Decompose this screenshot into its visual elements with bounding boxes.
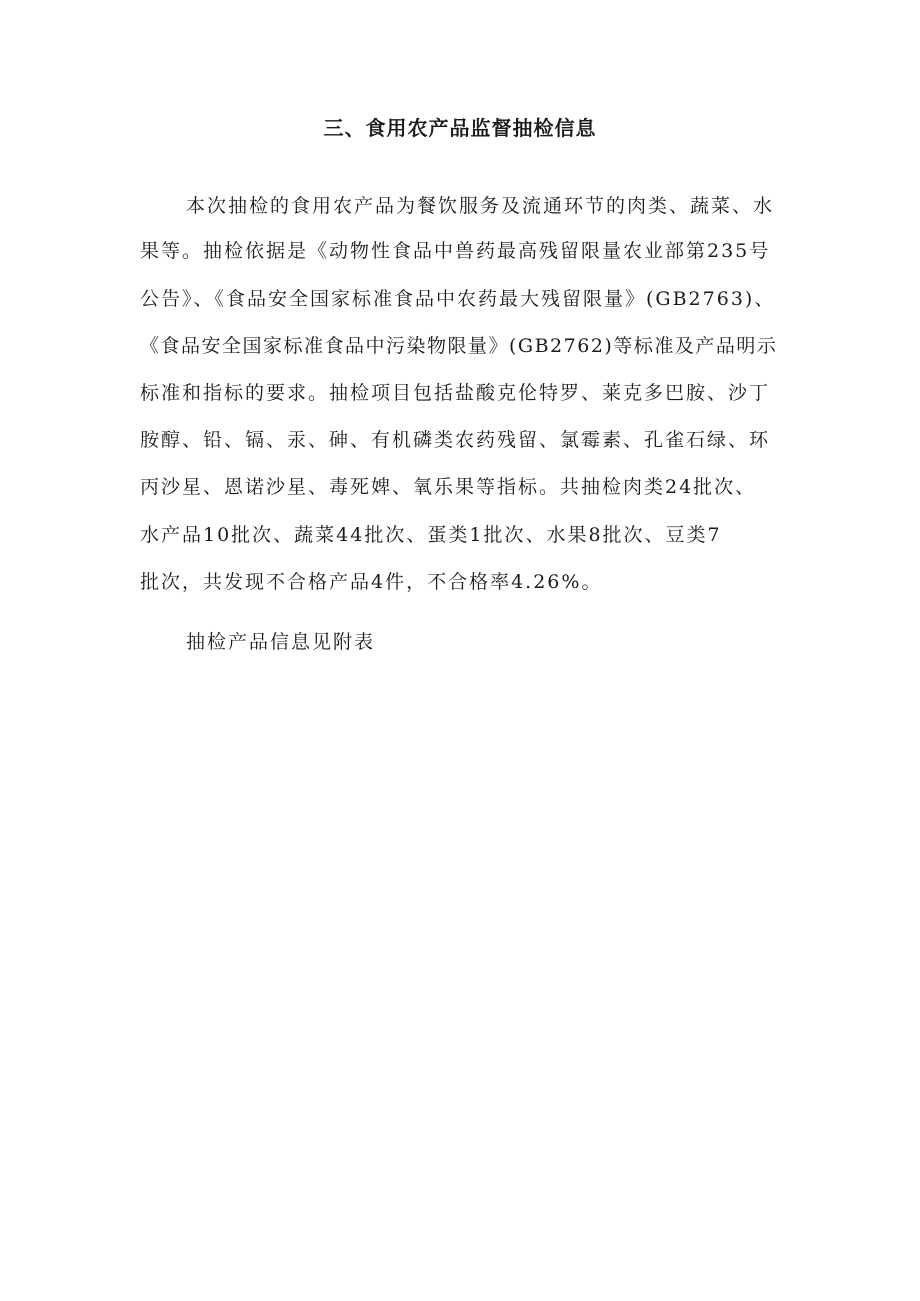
section-title: 三、食用农产品监督抽检信息 (323, 116, 597, 140)
paragraph-line: 标准和指标的要求。抽检项目包括盐酸克伦特罗、莱克多巴胺、沙丁 (140, 382, 771, 404)
appendix-note: 抽检产品信息见附表 (186, 631, 376, 653)
paragraph-line: 批次，共发现不合格产品4件，不合格率4.26%。 (140, 571, 603, 593)
paragraph-line: 胺醇、铅、镉、汞、砷、有机磷类农药残留、氯霉素、孔雀石绿、环 (140, 429, 771, 451)
paragraph-line: 水产品10批次、蔬菜44批次、蛋类1批次、水果8批次、豆类7 (140, 524, 722, 546)
paragraph-line: 本次抽检的食用农产品为餐饮服务及流通环节的肉类、蔬菜、水 (186, 195, 775, 217)
paragraph-line: 丙沙星、恩诺沙星、毒死婢、氧乐果等指标。共抽检肉类24批次、 (140, 476, 757, 498)
paragraph-line: 《食品安全国家标准食品中污染物限量》(GB2762)等标准及产品明示 (140, 335, 778, 357)
paragraph-line: 公告》、《食品安全国家标准食品中农药最大残留限量》(GB2763)、 (140, 288, 776, 310)
paragraph-line: 果等。抽检依据是《动物性食品中兽药最高残留限量农业部第235号 (140, 240, 771, 262)
